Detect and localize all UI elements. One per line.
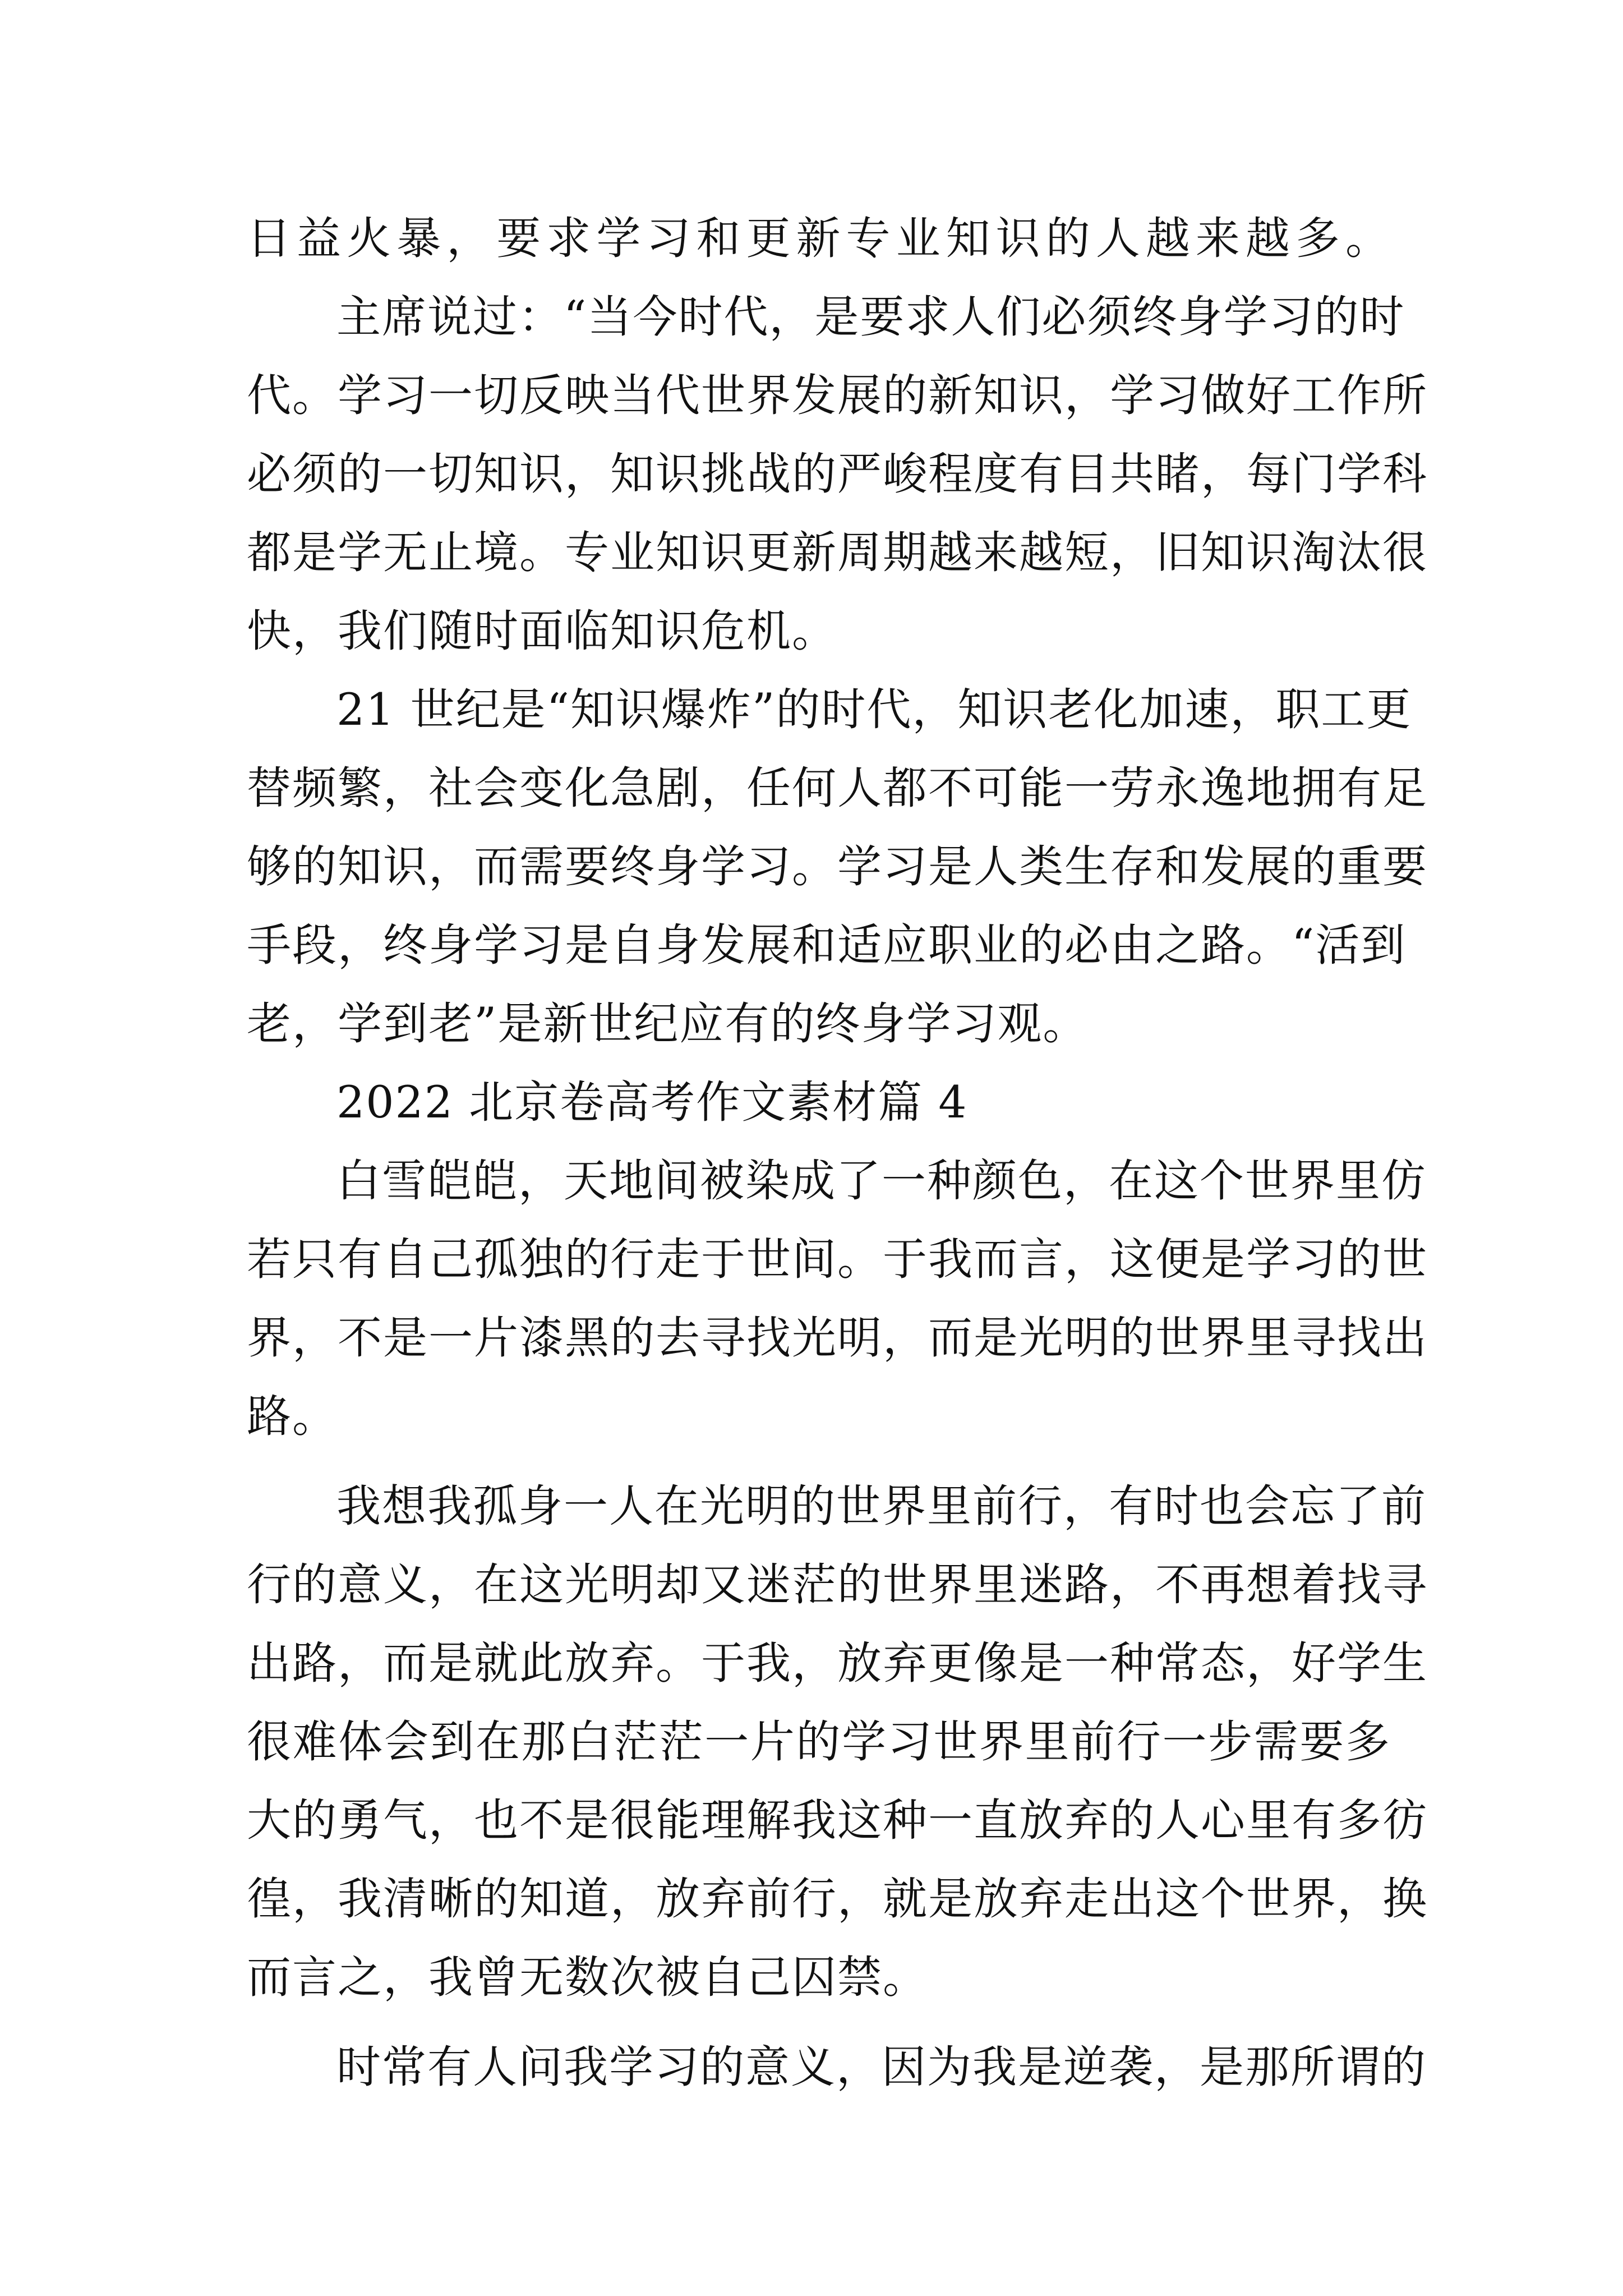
text-line: 代。学习一切反映当代世界发展的新知识，学习做好工作所 [247, 370, 1428, 421]
text-line: 快，我们随时面临知识危机。 [247, 605, 837, 657]
text-line: 够的知识，而需要终身学习。学习是人类生存和发展的重要 [247, 841, 1428, 892]
text-line: 行的意义，在这光明却又迷茫的世界里迷路，不再想着找寻 [247, 1559, 1428, 1611]
text-line: 大的勇气，也不是很能理解我这种一直放弃的人心里有多彷 [247, 1795, 1428, 1846]
text-line: 徨，我清晰的知道，放弃前行，就是放弃走出这个世界，换 [247, 1873, 1428, 1925]
text-line: 21 世纪是“知识爆炸”的时代，知识老化加速，职工更 [336, 684, 1412, 735]
text-line: 日益火暴，要求学习和更新专业知识的人越来越多。 [247, 213, 1391, 264]
text-line: 白雪皑皑，天地间被染成了一种颜色，在这个世界里仿 [336, 1155, 1427, 1207]
text-line: 替频繁，社会变化急剧，任何人都不可能一劳永逸地拥有足 [247, 762, 1428, 814]
text-line: 时常有人问我学习的意义，因为我是逆袭，是那所谓的 [336, 2041, 1427, 2093]
text-line: 若只有自己孤独的行走于世间。于我而言，这便是学习的世 [247, 1234, 1428, 1285]
text-line: 界，不是一片漆黑的去寻找光明，而是光明的世界里寻找出 [247, 1312, 1428, 1364]
text-line: 都是学无止境。专业知识更新周期越来越短，旧知识淘汰很 [247, 527, 1428, 578]
text-line: 必须的一切知识，知识挑战的严峻程度有目共睹，每门学科 [247, 448, 1428, 500]
text-line: 路。 [247, 1391, 338, 1442]
text-line: 很难体会到在那白茫茫一片的学习世界里前行一步需要多 [247, 1716, 1391, 1768]
text-line: 手段，终身学习是自身发展和适应职业的必由之路。“活到 [247, 919, 1407, 971]
text-line: 老，学到老”是新世纪应有的终身学习观。 [247, 998, 1089, 1050]
text-line: 主席说过：“当今时代，是要求人们必须终身学习的时 [336, 291, 1405, 343]
text-line: 出路，而是就此放弃。于我，放弃更像是一种常态，好学生 [247, 1637, 1428, 1689]
section-heading: 2022 北京卷高考作文素材篇 4 [336, 1076, 968, 1128]
text-line: 我想我孤身一人在光明的世界里前行，有时也会忘了前 [336, 1480, 1427, 1532]
text-line: 而言之，我曾无数次被自己囚禁。 [247, 1952, 928, 2003]
